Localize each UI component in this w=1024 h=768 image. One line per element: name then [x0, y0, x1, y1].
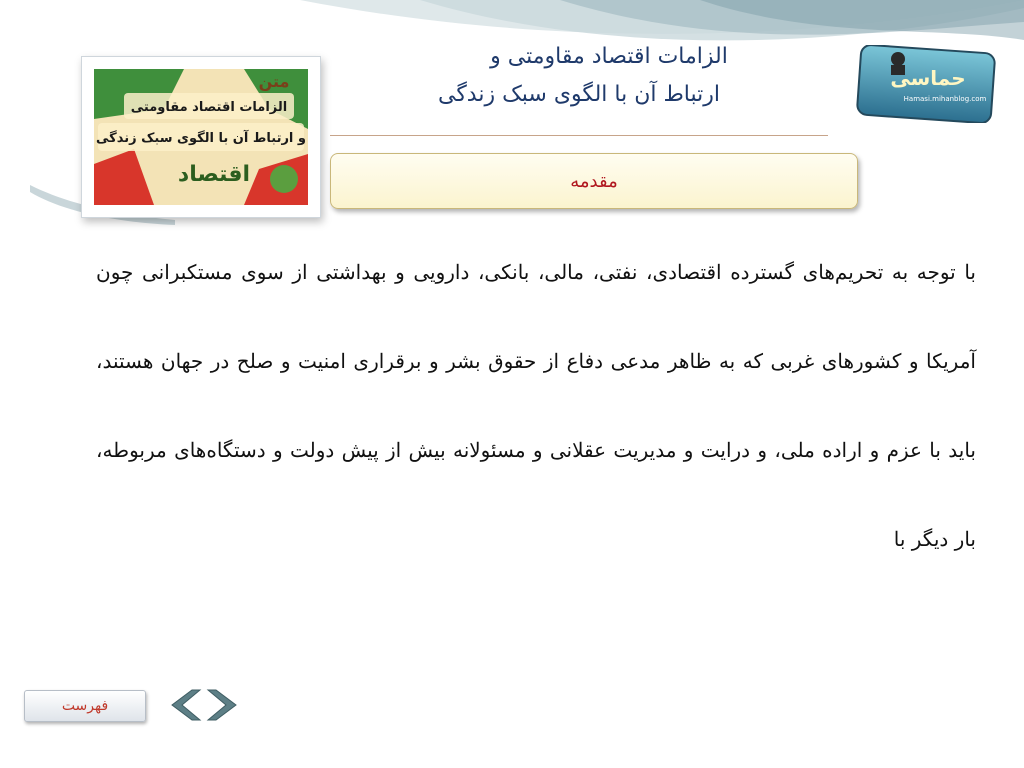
section-heading-box	[330, 153, 858, 209]
site-logo	[853, 45, 998, 123]
cover-image	[81, 56, 321, 218]
section-heading: مقدمه	[570, 170, 618, 192]
cover-text-line1: الزامات اقتصاد مقاومتی	[130, 100, 288, 115]
logo-text: حماسی	[890, 66, 966, 90]
next-slide-button[interactable]	[204, 688, 242, 722]
title-divider	[330, 135, 828, 136]
cover-text-line2: و ارتباط آن با الگوی سبک زندگی	[95, 131, 307, 146]
chevron-left-icon	[172, 690, 200, 720]
body-paragraph: با توجه به تحریم‌های گسترده اقتصادی، نفتی، مالی، بانکی، دارویی و بهداشتی از سوی مستکبرانی چون آمریکا و کشورهای غربی که به ظاهر مدعی دفاع از حقوق بشر و برقراری امنیت و صلح در جهان هستند، باید با عزم و اراده ملی، و درایت و مدیریت عقلانی و مسئولانه بیش از پیش دولت و دستگاه‌های مربوطه، بار دیگر با	[96, 260, 976, 551]
title-line-2: ارتباط آن با الگوی سبک زندگی	[437, 82, 721, 107]
chevron-right-icon	[208, 690, 236, 720]
previous-slide-button[interactable]	[166, 688, 204, 722]
cover-text-word1: متن	[258, 72, 290, 91]
index-button-label: فهرست	[61, 698, 109, 714]
index-button[interactable]	[24, 690, 146, 722]
logo-subtext: Hamasi.mihanblog.com	[903, 95, 987, 103]
cover-illustration	[94, 69, 308, 205]
cover-text-word2: اقتصاد	[177, 162, 251, 187]
title-line-1: الزامات اقتصاد مقاومتی و	[490, 44, 728, 69]
slide-title	[330, 38, 828, 114]
